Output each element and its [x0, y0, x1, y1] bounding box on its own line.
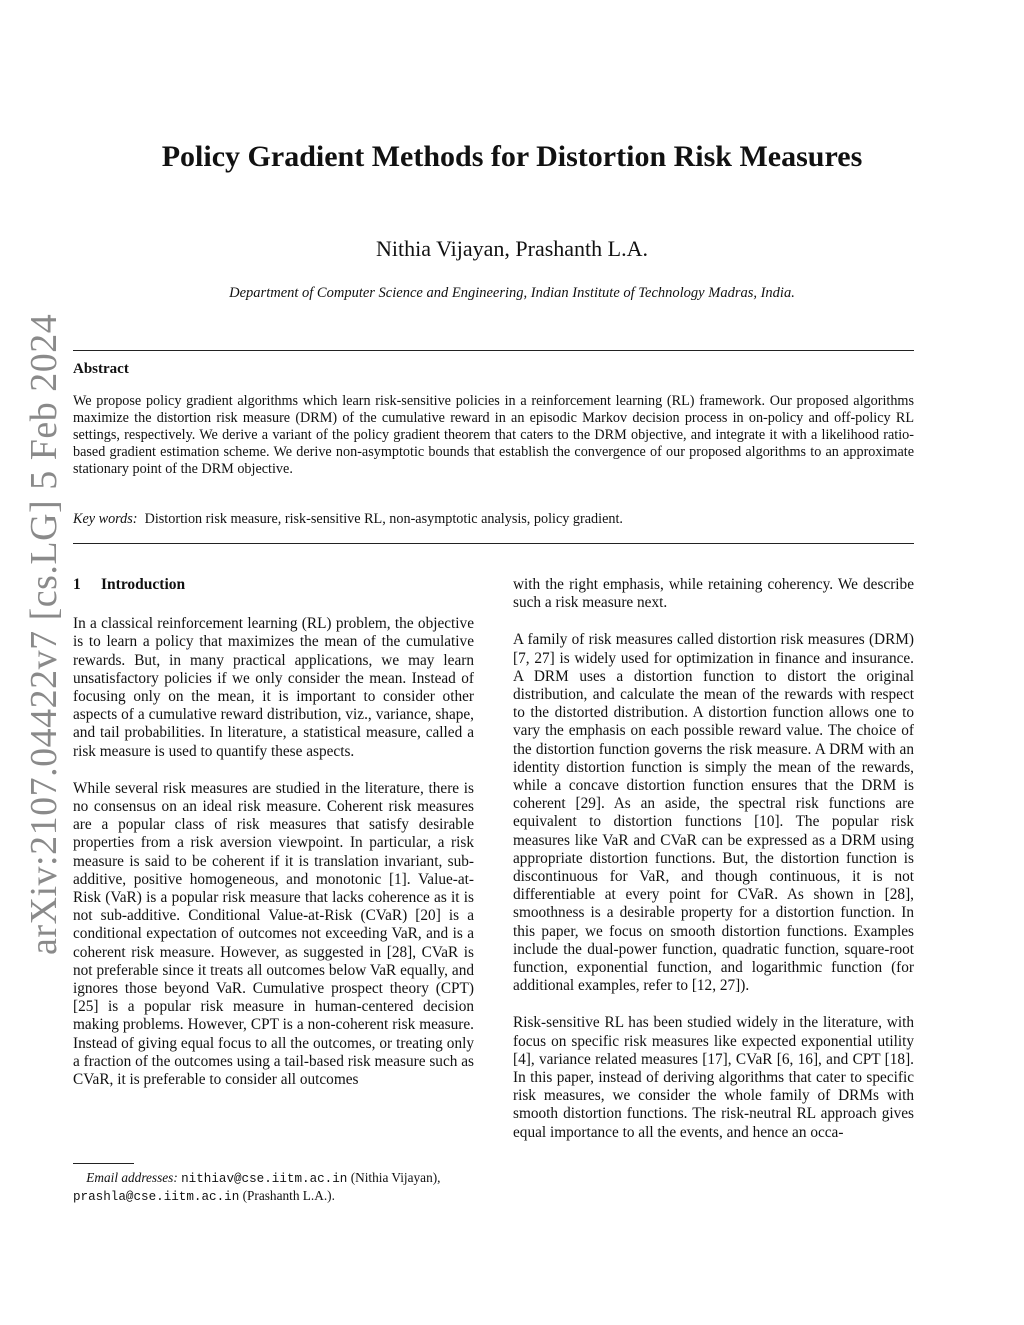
footnote-email-addresses [73, 1170, 474, 1205]
right-column [513, 576, 914, 1161]
keywords-label: Key words: [73, 511, 138, 527]
paragraph: Risk-sensitive RL has been studied widely in the literature, with focus on specific risk measures like expected exponential utility [4], variance related measures [17], CVaR [6, 16], and CPT [18]. In this paper, instead of deriving algorithms that cater to specific risk measures, we consider the whole family of DRMs with smooth distortion functions. The risk-neutral RL approach gives equal importance to all the events, and hence an occa- [513, 1014, 914, 1141]
paragraph: with the right emphasis, while retaining coherency. We describe such a risk measure next. [513, 576, 914, 612]
abstract-top-rule [73, 350, 914, 351]
abstract-heading: Abstract [73, 361, 129, 377]
email-link-2[interactable]: prashla@cse.iitm.ac.in [73, 1189, 240, 1204]
section-heading-introduction [73, 576, 474, 594]
abstract-bottom-rule [73, 543, 914, 544]
footnote-name-2: (Prashanth L.A.). [242, 1187, 335, 1203]
footnote-label: Email addresses: [86, 1170, 178, 1185]
paragraph: While several risk measures are studied in the literature, there is no consensus on an ideal risk measure. Coherent risk measures are a popular class of risk measures that satisfy desirable properties from a risk aversion viewpoint. In particular, a risk measure is said to be coherent if it is translation invariant, sub-additive, positive homogeneous, and monotonic [1]. Value-at-Risk (VaR) is a popular risk measure that lacks coherence as it is not sub-additive. Conditional Value-at-Risk (CVaR) [20] is a conditional expectation of outcomes not exceeding VaR, and is a coherent risk measure. However, as suggested in [28], CVaR is not preferable since it treats all outcomes below VaR equally, and ignores those beyond VaR. Cumulative prospect theory (CPT) [25] is a popular risk measure in human-centered decision making problems. However, CPT is a non-coherent risk measure. Instead of giving equal focus to all the outcomes, or treating only a fraction of the outcomes using a tail-based risk measure such as CVaR, it is preferable to consider all outcomes [73, 779, 474, 1089]
keywords-line [73, 511, 914, 528]
paragraph: In a classical reinforcement learning (RL) problem, the objective is to learn a policy that maximizes the mean of the cumulative rewards. But, in many practical applications, we may learn unsatisfactory policies if we only consider the mean. Instead of focusing only on the mean, it is important to consider other aspects of a cumulative reward distribution, viz., variance, shape, and tail probabilities. In literature, a statistical measure, called a risk measure is used to quantify these aspects. [73, 615, 474, 760]
section-number: 1 [73, 576, 81, 593]
keywords-text: Distortion risk measure, risk-sensitive RL, non-asymptotic analysis, policy gradient. [144, 511, 623, 527]
author-list: Nithia Vijayan, Prashanth L.A. [375, 236, 648, 261]
abstract-body: We propose policy gradient algorithms which learn risk-sensitive policies in a reinforcement learning (RL) framework. Our proposed algorithms maximize the distortion risk measure (DRM) of the cumulative reward in an episodic Markov decision process in on-policy and off-policy RL settings, respectively. We derive a variant of the policy gradient theorem that caters to the DRM objective, and integrate it with a likelihood ratio-based gradient estimation scheme. We derive non-asymptotic bounds that establish the convergence of our proposed algorithms to an approximate stationary point of the DRM objective. [73, 393, 914, 477]
section-title: Introduction [101, 576, 186, 593]
paragraph: A family of risk measures called distortion risk measures (DRM) [7, 27] is widely used for optimization in finance and insurance. A DRM uses a distortion function to distort the original distribution, and calculate the mean of the rewards with respect to the distorted distribution. A distortion function allows one to vary the emphasis on each possible reward value. The choice of the distortion function governs the risk measure. A DRM with an identity distortion function is simply the mean of the rewards, while a concave distortion function ensures that the DRM is coherent [29]. As an aside, the spectral risk functions are equivalent to distortion functions [10]. The popular risk measures like VaR and CVaR can be expressed as a DRM using appropriate distortion functions. But, the distortion function is discontinuous for VaR, and though continuous, it is not differentiable at every point for CVaR. As shown in [28], smoothness is a desirable property for a distortion function. In this paper, we focus on smooth distortion functions. Examples include the dual-power function, quadratic function, square-root function, exponential function, and logarithmic function (for additional examples, refer to [12, 27]). [513, 631, 914, 995]
paper-title: Policy Gradient Methods for Distortion Risk Measures [161, 140, 863, 173]
footnote-name-1: (Nithia Vijayan), [350, 1170, 441, 1185]
left-column [73, 576, 474, 1108]
arxiv-identifier-stamp: arXiv:2107.04422v7 [cs.LG] 5 Feb 2024 [23, 313, 65, 955]
email-link-1[interactable]: nithiav@cse.iitm.ac.in [181, 1172, 348, 1186]
author-affiliation: Department of Computer Science and Engineering, Indian Institute of Technology Madras, India. [229, 285, 795, 301]
footnote-rule [73, 1163, 134, 1164]
